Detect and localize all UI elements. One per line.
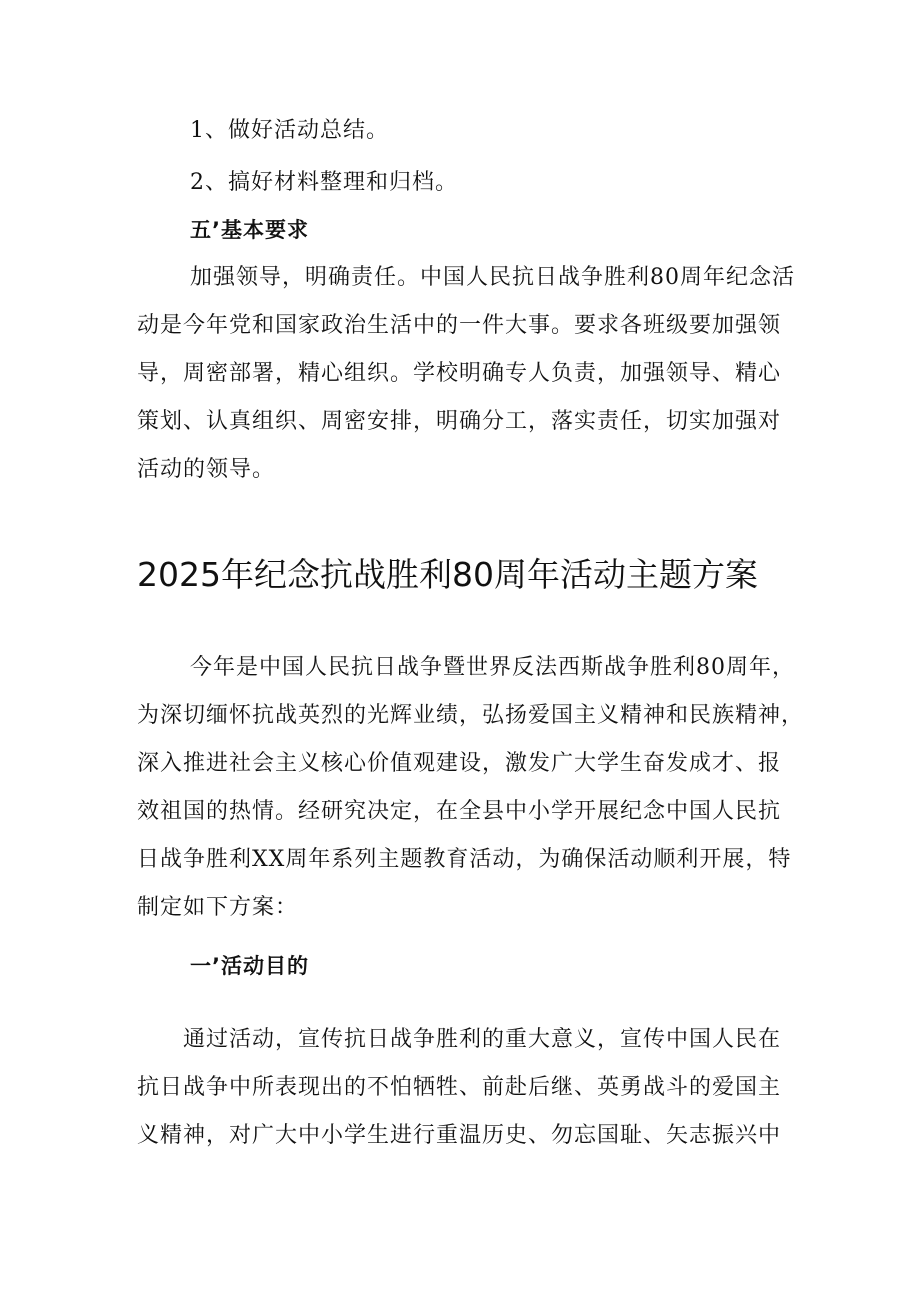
paragraph-line: 义精神，对广大中小学生进行重温历史、勿忘国耻、矢志振兴中 bbox=[137, 1123, 782, 1148]
section-heading-activity-purpose: 一’活动目的 bbox=[190, 954, 309, 978]
paragraph-line: 抗日战争中所表现出的不怕牺牲、前赴后继、英勇战斗的爱国主 bbox=[137, 1075, 782, 1100]
document-title: 2025年纪念抗战胜利80周年活动主题方案 bbox=[137, 555, 758, 594]
paragraph-line: 加强领导，明确责任。中国人民抗日战争胜利80周年纪念活 bbox=[190, 265, 795, 290]
list-item-1: 1、做好活动总结。 bbox=[190, 118, 389, 143]
list-item-2: 2、搞好材料整理和归档。 bbox=[190, 170, 458, 195]
paragraph-line: 通过活动，宣传抗日战争胜利的重大意义，宣传中国人民在 bbox=[183, 1027, 782, 1052]
paragraph-line: 日战争胜利XX周年系列主题教育活动，为确保活动顺利开展，特 bbox=[137, 847, 792, 872]
paragraph-line: 效祖国的热情。经研究决定，在全县中小学开展纪念中国人民抗 bbox=[137, 799, 782, 824]
paragraph-line: 活动的领导。 bbox=[137, 457, 276, 482]
paragraph-line: 导，周密部署，精心组织。学校明确专人负责，加强领导、精心 bbox=[137, 361, 782, 386]
paragraph-line: 深入推进社会主义核心价值观建设，激发广大学生奋发成才、报 bbox=[137, 751, 782, 776]
paragraph-line: 为深切缅怀抗战英烈的光辉业绩，弘扬爱国主义精神和民族精神， bbox=[137, 703, 805, 728]
paragraph-line: 动是今年党和国家政治生活中的一件大事。要求各班级要加强领 bbox=[137, 313, 782, 338]
paragraph-line: 策划、认真组织、周密安排，明确分工，落实责任，切实加强对 bbox=[137, 409, 782, 434]
paragraph-line: 今年是中国人民抗日战争暨世界反法西斯战争胜利80周年， bbox=[190, 655, 795, 680]
paragraph-line: 制定如下方案： bbox=[137, 895, 299, 920]
section-heading-basic-requirements: 五’基本要求 bbox=[190, 218, 309, 242]
